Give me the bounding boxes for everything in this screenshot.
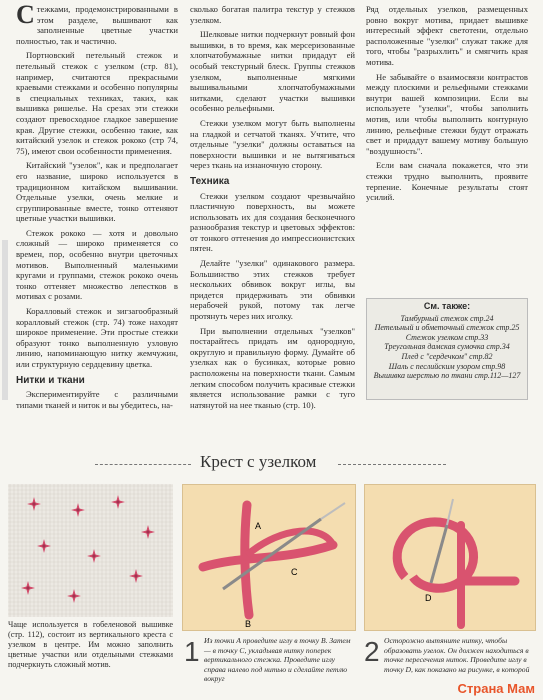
paragraph: Делайте "узелки" одинакового размера. Большинство этих стежков требует нескольких обвивок вокруг иглы, вы придется придерживать эти обвивки нерабочей рукой, потому так легче протянуть через них иголку. (190, 258, 355, 322)
step-2-text: Осторожно вытяните нитку, чтобы образовать узелок. Он должен находиться в точке пересечения ниток. Проведите иглу в точку D, как показано на рисунке, в которой (384, 636, 530, 674)
paragraph: Экспериментируйте с различными типами тканей и ниток и вы убедитесь, на- (16, 389, 178, 410)
step-1-text: Из точки А проведите иглу в точку В. Затем — в точку С, укладывая нитку поперек вертикального стежка. Проведите иглу справа налево под нитью и сделайте петлю вокруг (204, 636, 351, 684)
paragraph: Стежки узелком могут быть выполнены на гладкой и сетчатой тканях. Учтите, что отдельные "узелки" должны оставаться на поверхности вышивки и не вытягиваться через ткань на изнаночную сторону. (190, 117, 355, 171)
text-column-3 (366, 4, 528, 207)
section-heading: Нитки и ткани (16, 374, 85, 386)
step-2-number: 2 (364, 636, 380, 667)
paragraph: Шелковые нитки подчеркнут ровный фон вышивки, в то время, как мерсеризованные хлопчатобумажные нитки придадут ей особый текстурный блеск. Группы стежков узелком, выполненные мягкими вышивальными хлопчатобумажными нитками, сделают участки вышивки особенно рельефными. (190, 29, 355, 114)
paragraph: Ряд отдельных узелков, размещенных ровно вокруг мотива, придает вышивке интересный эффект светотени, отдельно расположенные "узелки" служат также для того, чтобы "разрыхлить" и смягчить края мотива. (366, 4, 528, 67)
paragraph: сколько богатая палитра текстур у стежков узелком. (190, 4, 355, 25)
text-column-1 (16, 0, 178, 414)
see-also-item: Стежок узелком стр.33 (405, 332, 489, 342)
label-a: A (255, 521, 262, 531)
see-also-title: См. также: (423, 301, 471, 311)
paragraph: Стежок рококо — хотя и довольно сложный — широко применяется со времен, пор, особенно внутри цветочных мотивов. Выполненный маленькими кругами и группами, стежок рококо очень тонко оттеняет множество лепестков в мотивах с розами. (16, 227, 178, 302)
see-also-item: Треугольная дамская сумочка стр.34 (384, 342, 510, 352)
section-heading: Техника (190, 175, 230, 187)
paragraph: Коралловый стежок и зигзагообразный коралловый стежок (стр. 74) тоже находят широкое применение. Эти простые стежки образуют тонко выполненную узловую линию, напоминающую нитку жемчужин, или структурную сердцевину цветка. (16, 306, 178, 369)
label-c: C (291, 567, 298, 577)
stitch-sample-photo (8, 484, 173, 617)
dashed-rule (338, 464, 446, 465)
paragraph: Портновский петельный стежок и петельный стежок с узелком (стр. 81), например, считаются прекрасными краевыми стежками и особенно популярны в специальных техниках, таких, как вышивка ришелье. На срезах эти стежки создают превосходное гладкое завершение края. Другие стежки, особенно такие, как китайский узелок и стежок рококо (стр 74, 75), имеют свои особенности применения. (16, 50, 178, 156)
section-title: Крест с узелком (200, 452, 317, 471)
page-edge (2, 240, 8, 400)
dashed-rule (95, 464, 191, 465)
see-also-item: Вышивка шерстью по ткани стр.112—127 (373, 371, 521, 381)
see-also-item: Шаль с песлийским узором стр.98 (388, 361, 506, 371)
paragraph: Китайский "узелок", как и предполагает его название, широко используется в традиционном китайском вышивании. Отдельные узелки, очень мелкие и сгруппированные вместе, тонко оттеняют цветные участки вышивки. (16, 160, 178, 224)
drop-cap: С (16, 0, 35, 29)
paragraph-text: тежками, продемонстрированными в этом разделе, вышивают как заполненные цветные участки полностью, так и частично. (16, 4, 178, 46)
step-1-illustration (182, 484, 356, 631)
see-also-item: Тамбурный стежок стр.24 (400, 313, 494, 323)
label-b: B (245, 619, 252, 629)
step-1-number: 1 (184, 636, 200, 667)
step-1-diagram (183, 485, 355, 630)
paragraph: Стежки узелком создают чрезвычайно пластичную поверхность, вы можете использовать их для создания бесконечного разнообразия текстур и цветовых эффектов: от тонкого оттенения до импрессионистских пятен. (190, 190, 355, 254)
paragraph: При выполнении отдельных "узелков" постарайтесь придать им однородную, округлую и правильную форму. Думайте об узелках как о бусинках, которые ровно расположены на поверхности ткани. Самым легким способом получить красивые стежки является использование рамки с туго натянутой на нее тканью (стр. 10). (190, 325, 355, 410)
see-also-item: Плед с "сердечком" стр.82 (401, 351, 493, 361)
see-also-box (366, 298, 528, 400)
text-column-2 (190, 4, 355, 414)
paragraph (16, 0, 178, 46)
label-d: D (425, 593, 432, 603)
step-2-illustration (364, 484, 536, 631)
see-also-item: Петельный и обметочный стежок стр.25 (374, 323, 520, 333)
paragraph: Не забывайте о взаимосвязи контрастов между плоскими и рельефными стежками внутри вашей композиции. Если вы используете "узелки", чтобы заполнить мотив, или чтобы выполнить контурную линию, рельефные стежки будут отражать свет и придадут вашему мотиву большую "воздушность". (366, 71, 528, 156)
site-watermark: Страна Мам (457, 681, 535, 696)
section-title-bar (0, 452, 543, 474)
photo-caption: Чаще используется в гобеленовой вышивке (стр. 112), состоит из вертикального креста с узелком в центре. Им можно заполнить цветные участки или отдельными стежками подчеркнуть сложный мотив. (8, 620, 173, 669)
paragraph: Если вам сначала покажется, что эти стежки трудно выполнить, проявите терпение. Конечные результаты стоят усилий. (366, 160, 528, 203)
step-2-diagram (365, 485, 535, 630)
fabric-sample-image (8, 484, 173, 617)
